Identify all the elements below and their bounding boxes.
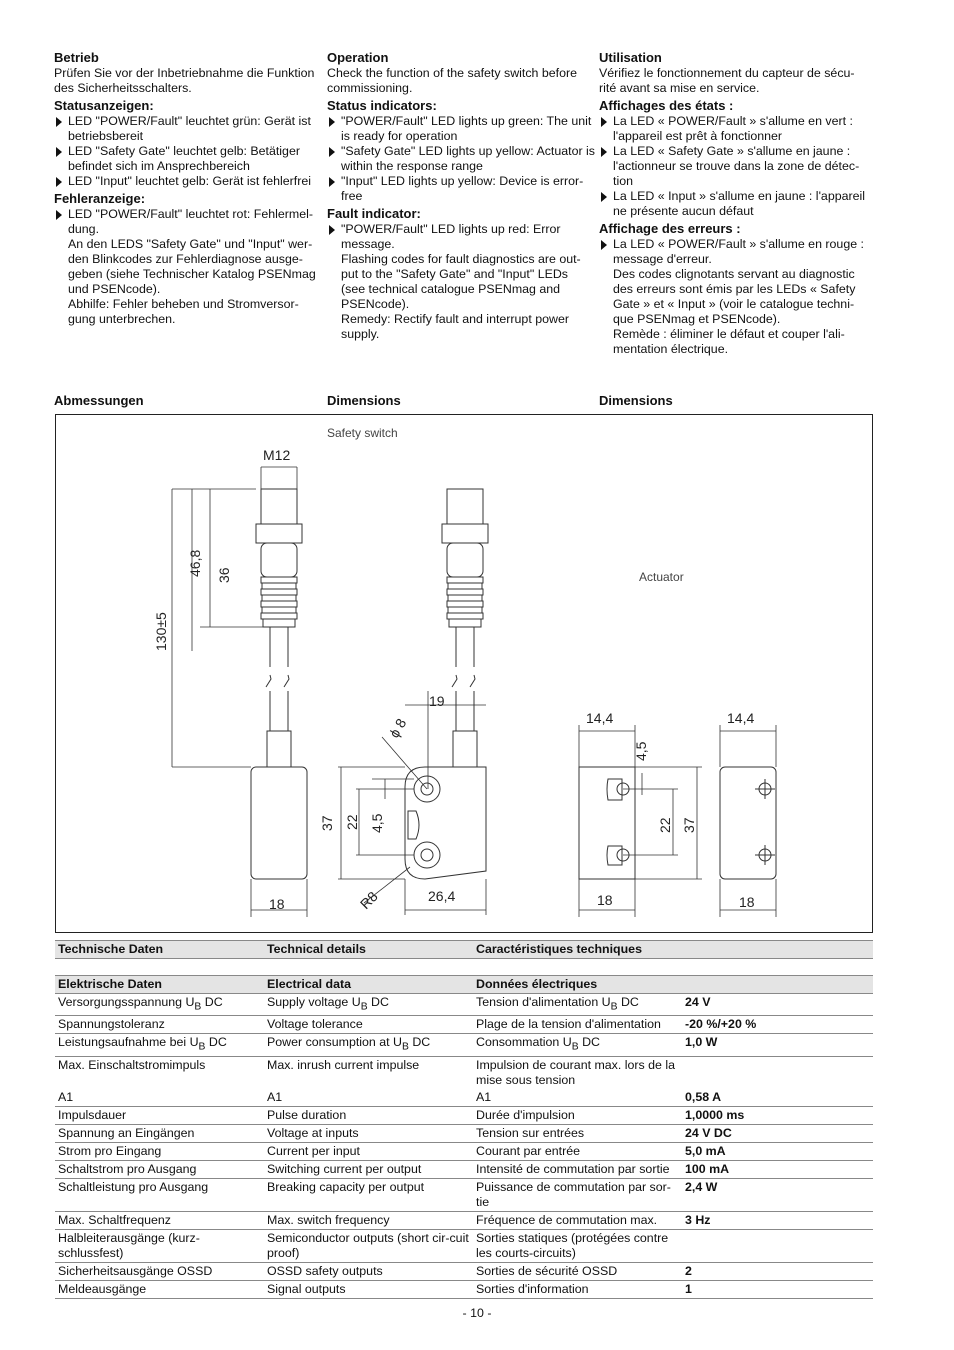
dimensions-header-fr: Dimensions: [599, 393, 673, 408]
switch-body-side: [251, 767, 307, 879]
fault-heading: Fault indicator:: [327, 206, 421, 221]
dim-m12: M12: [263, 447, 291, 463]
table-row: Schaltstrom pro Ausgang Switching current per output Intensité de commutation par sortie 100 mA: [55, 1160, 873, 1178]
switch-body-front: [405, 767, 486, 879]
dim-26-4: 26,4: [428, 888, 456, 904]
table-row: Strom pro Eingang Current per input Courant par entrée 5,0 mA: [55, 1142, 873, 1160]
dim-130: 130±5: [153, 612, 169, 651]
fault-remedy: Remède : éliminer le défaut et couper l'ali-mentation électrique.: [613, 327, 845, 356]
front-dimensions: [319, 691, 486, 915]
status-item: La LED « POWER/Fault » s'allume en vert : l'appareil est prêt à fonctionner: [599, 114, 867, 144]
fault-detail: Flashing codes for fault diagnostics are out-put to the "Safety Gate" and "Input" LEDs (see technical catalogue PSENmag and PSENcode).: [341, 252, 581, 311]
table-row: Impulsdauer Pulse duration Durée d'impulsion 1,0000 ms: [55, 1106, 873, 1124]
dimensions-header-en: Dimensions: [327, 393, 401, 408]
fault-item: La LED « POWER/Fault » s'allume en rouge : message d'erreur.: [599, 237, 867, 267]
fault-remedy: Abhilfe: Fehler beheben und Stromversor-gung unterbrechen.: [68, 297, 299, 326]
tech-header-de: Technische Daten: [55, 941, 264, 959]
fault-heading: Affichage des erreurs :: [599, 221, 741, 236]
table-row: Spannung an Eingängen Voltage at inputs Tension sur entrées 24 V DC: [55, 1124, 873, 1142]
status-item: "Input" LED lights up yellow: Device is error-free: [327, 174, 595, 204]
dim-46-8: 46,8: [187, 549, 203, 577]
elec-header-fr: Données électriques: [473, 976, 682, 994]
dim-18-b: 18: [597, 892, 613, 908]
column-en: [327, 48, 595, 342]
table-row: Spannungstoleranz Voltage tolerance Plage de la tension d'alimentation -20 %/+20 %: [55, 1016, 873, 1034]
m12-connector: [261, 489, 297, 524]
tech-header-fr: Caractéristiques techniques: [473, 941, 682, 959]
tech-header-en: Technical details: [264, 941, 473, 959]
actuator-label: Actuator: [639, 570, 684, 584]
actuator-side-view: [579, 767, 635, 879]
switch-side-view: [251, 489, 307, 879]
elec-header-en: Electrical data: [264, 976, 473, 994]
dim-4-5-b: 4,5: [633, 741, 649, 761]
table-row: Max. Schaltfrequenz Max. switch frequency Fréquence de commutation max. 3 Hz: [55, 1211, 873, 1229]
column-de: [54, 48, 322, 327]
dim-4-5-a: 4,5: [369, 813, 385, 833]
table-row: A1 A1 A1 0,58 A: [55, 1089, 873, 1107]
electrical-data-table: [55, 975, 873, 1299]
dim-18-a: 18: [269, 896, 285, 912]
intro-text: Vérifiez le fonctionnement du capteur de sécu-rité avant sa mise en service.: [599, 66, 855, 95]
status-item: "POWER/Fault" LED lights up green: The unit is ready for operation: [327, 114, 595, 144]
status-item: La LED « Safety Gate » s'allume en jaune : l'actionneur se trouve dans la zone de détec-tion: [599, 144, 867, 189]
dim-19: 19: [429, 693, 445, 709]
dim-36: 36: [216, 567, 232, 583]
left-dimensions: [153, 447, 307, 917]
page-number: - 10 -: [462, 1306, 492, 1320]
tech-header-table: [55, 940, 873, 959]
section-title: Betrieb: [54, 50, 99, 65]
dim-r8: R8: [356, 888, 381, 913]
elec-header-de: Elektrische Daten: [55, 976, 264, 994]
actuator-front-view: [720, 767, 776, 879]
fault-detail: Des codes clignotants servant au diagnostic des erreurs sont émis par les LEDs « Safety Gate » et « Input » (voir le catalogue techni-que PSENmag et PSENcode).: [613, 267, 856, 326]
section-title: Utilisation: [599, 50, 662, 65]
safety-switch-label: Safety switch: [327, 426, 398, 440]
fault-detail: An den LEDS "Safety Gate" und "Input" wer-den Blinkcodes zur Fehlerdiagnose ausge-geben (siehe Technischer Katalog PSENmag und PSENcode).: [68, 237, 316, 296]
actuator-dimensions: [579, 710, 702, 917]
table-row: Max. Einschaltstromimpuls Max. inrush current impulse Impulsion de courant max. lors de la mise sous tension: [58, 1057, 676, 1087]
table-row: Versorgungsspannung $U_B$ DC Supply voltage $U_B$ DC Tension d'alimentation $U_B$ DC 24 V: [55, 994, 873, 1016]
connector-collar: [256, 524, 302, 543]
fault-item: "POWER/Fault" LED lights up red: Error message.: [327, 222, 595, 252]
dimension-drawing: [55, 414, 873, 933]
table-row: Sicherheitsausgänge OSSD OSSD safety outputs Sorties de sécurité OSSD 2: [55, 1262, 873, 1280]
dim-22-a: 22: [344, 814, 360, 830]
actuator-slot: [607, 779, 622, 800]
dim-14-4-a: 14,4: [586, 710, 614, 726]
status-heading: Affichages des états :: [599, 98, 734, 113]
status-heading: Status indicators:: [327, 98, 437, 113]
status-item: LED "Input" leuchtet gelb: Gerät ist fehlerfrei: [54, 174, 322, 189]
switch-front-view: [405, 489, 488, 879]
column-fr: [599, 48, 867, 357]
fault-heading: Fehleranzeige:: [54, 191, 146, 206]
dim-37-b: 37: [681, 817, 697, 833]
status-item: LED "Safety Gate" leuchtet gelb: Betätiger befindet sich im Ansprechbereich: [54, 144, 322, 174]
drawing-labels: [327, 426, 684, 584]
dim-18-c: 18: [739, 894, 755, 910]
table-row: Halbleiterausgänge (kurz-schlussfest) Semiconductor outputs (short cir-cuit proof) Sorties statiques (protégées contre les courts-circuits): [55, 1229, 873, 1262]
dim-37-a: 37: [319, 815, 335, 831]
intro-text: Prüfen Sie vor der Inbetriebnahme die Funktion des Sicherheitsschalters.: [54, 66, 315, 95]
dim-22-b: 22: [657, 817, 673, 833]
status-item: LED "POWER/Fault" leuchtet grün: Gerät ist betriebsbereit: [54, 114, 322, 144]
dim-14-4-b: 14,4: [727, 710, 755, 726]
intro-text: Check the function of the safety switch before commissioning.: [327, 66, 578, 95]
dim-phi8: ϕ 8: [385, 715, 410, 741]
status-item: "Safety Gate" LED lights up yellow: Actuator is within the response range: [327, 144, 595, 174]
table-row: Meldeausgänge Signal outputs Sorties d'information 1: [55, 1280, 873, 1298]
table-row: Schaltleistung pro Ausgang Breaking capacity per output Puissance de commutation par sor-tie 2,4 W: [55, 1178, 873, 1211]
fault-item: LED "POWER/Fault" leuchtet rot: Fehlermel-dung.: [54, 207, 322, 237]
dimensions-header-de: Abmessungen: [54, 393, 144, 408]
status-heading: Statusanzeigen:: [54, 98, 154, 113]
table-row: Leistungsaufnahme bei $U_B$ DC Power consumption at $U_B$ DC Consommation $U_B$ DC 1,0 W: [55, 1034, 873, 1056]
status-item: La LED « Input » s'allume en jaune : l'appareil ne présente aucun défaut: [599, 189, 867, 219]
section-title: Operation: [327, 50, 389, 65]
fault-remedy: Remedy: Rectify fault and interrupt power supply.: [341, 312, 569, 341]
